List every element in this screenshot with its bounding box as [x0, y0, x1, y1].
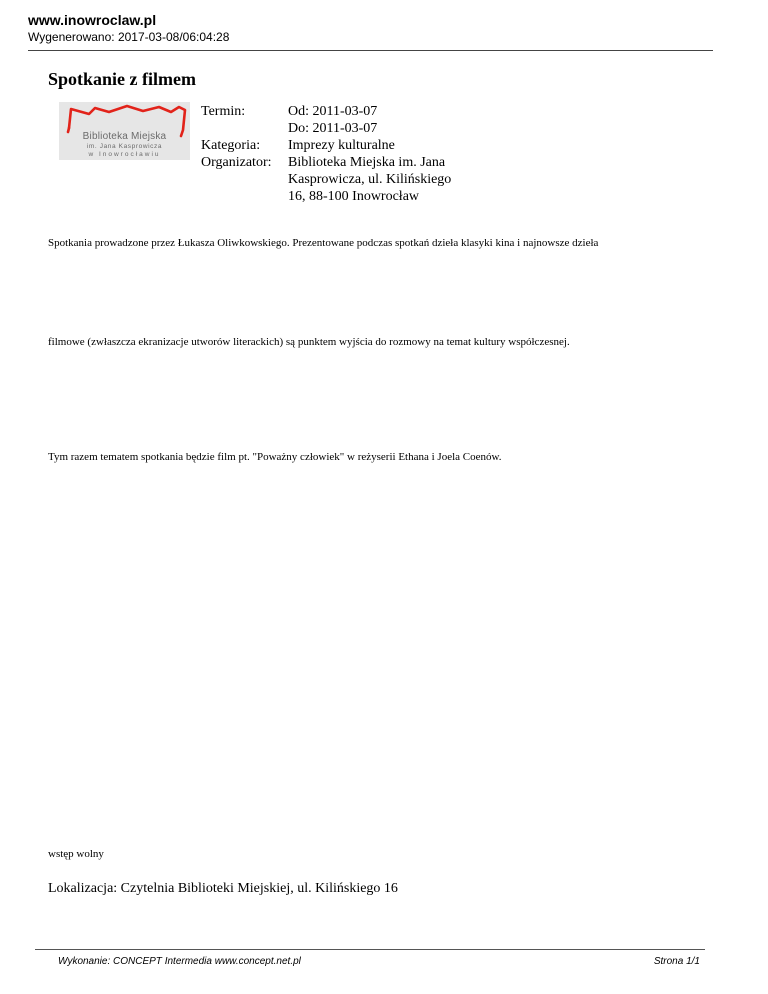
library-logo: [59, 102, 190, 160]
article-title: Spotkanie z filmem: [48, 69, 196, 89]
description-paragraph-2: filmowe (zwłaszcza ekranizacje utworów literackich) są punktem wyjścia do rozmowy na temat kultury współczesnej.: [48, 336, 570, 348]
logo-text-line2: im. Jana Kasprowicza: [86, 143, 163, 150]
organizator-value: Biblioteka Miejska im. Jana Kasprowicza, ul. Kilińskiego 16, 88-100 Inowrocław: [288, 155, 452, 204]
footer-divider: [35, 949, 705, 950]
description-paragraph-1: Spotkania prowadzone przez Łukasza Oliwkowskiego. Prezentowane podczas spotkań dzieła klasyki kina i najnowsze dzieła: [48, 237, 599, 249]
footer-credit: Wykonanie: CONCEPT Intermedia www.concept.net.pl: [58, 956, 301, 967]
event-meta: [201, 103, 458, 205]
termin-from: Od: 2011-03-07: [288, 104, 378, 119]
termin-to: Do: 2011-03-07: [288, 121, 378, 136]
kategoria-value: Imprezy kulturalne: [288, 138, 395, 153]
event-location: Lokalizacja: Czytelnia Biblioteki Miejskiej, ul. Kilińskiego 16: [48, 881, 398, 896]
kategoria-label: Kategoria:: [201, 138, 261, 153]
description-paragraph-3: Tym razem tematem spotkania będzie film pt. "Poważny człowiek" w reżyserii Ethana i Joela Coenów.: [48, 451, 502, 463]
meta-kategoria: [201, 137, 458, 154]
meta-organizator: [201, 154, 458, 205]
header-divider: [28, 50, 713, 51]
footer-page-number: Strona 1/1: [653, 956, 700, 967]
organizator-label: Organizator:: [201, 155, 272, 170]
page-header: [28, 12, 713, 45]
termin-label: Termin:: [201, 104, 246, 119]
admission-note: wstęp wolny: [48, 848, 104, 860]
meta-termin: [201, 103, 458, 137]
site-url[interactable]: www.inowroclaw.pl: [28, 12, 157, 28]
generated-timestamp: Wygenerowano: 2017-03-08/06:04:28: [28, 30, 230, 44]
logo-text-line3: w Inowrocławiu: [88, 151, 161, 158]
logo-text-line1: Biblioteka Miejska: [82, 131, 167, 142]
